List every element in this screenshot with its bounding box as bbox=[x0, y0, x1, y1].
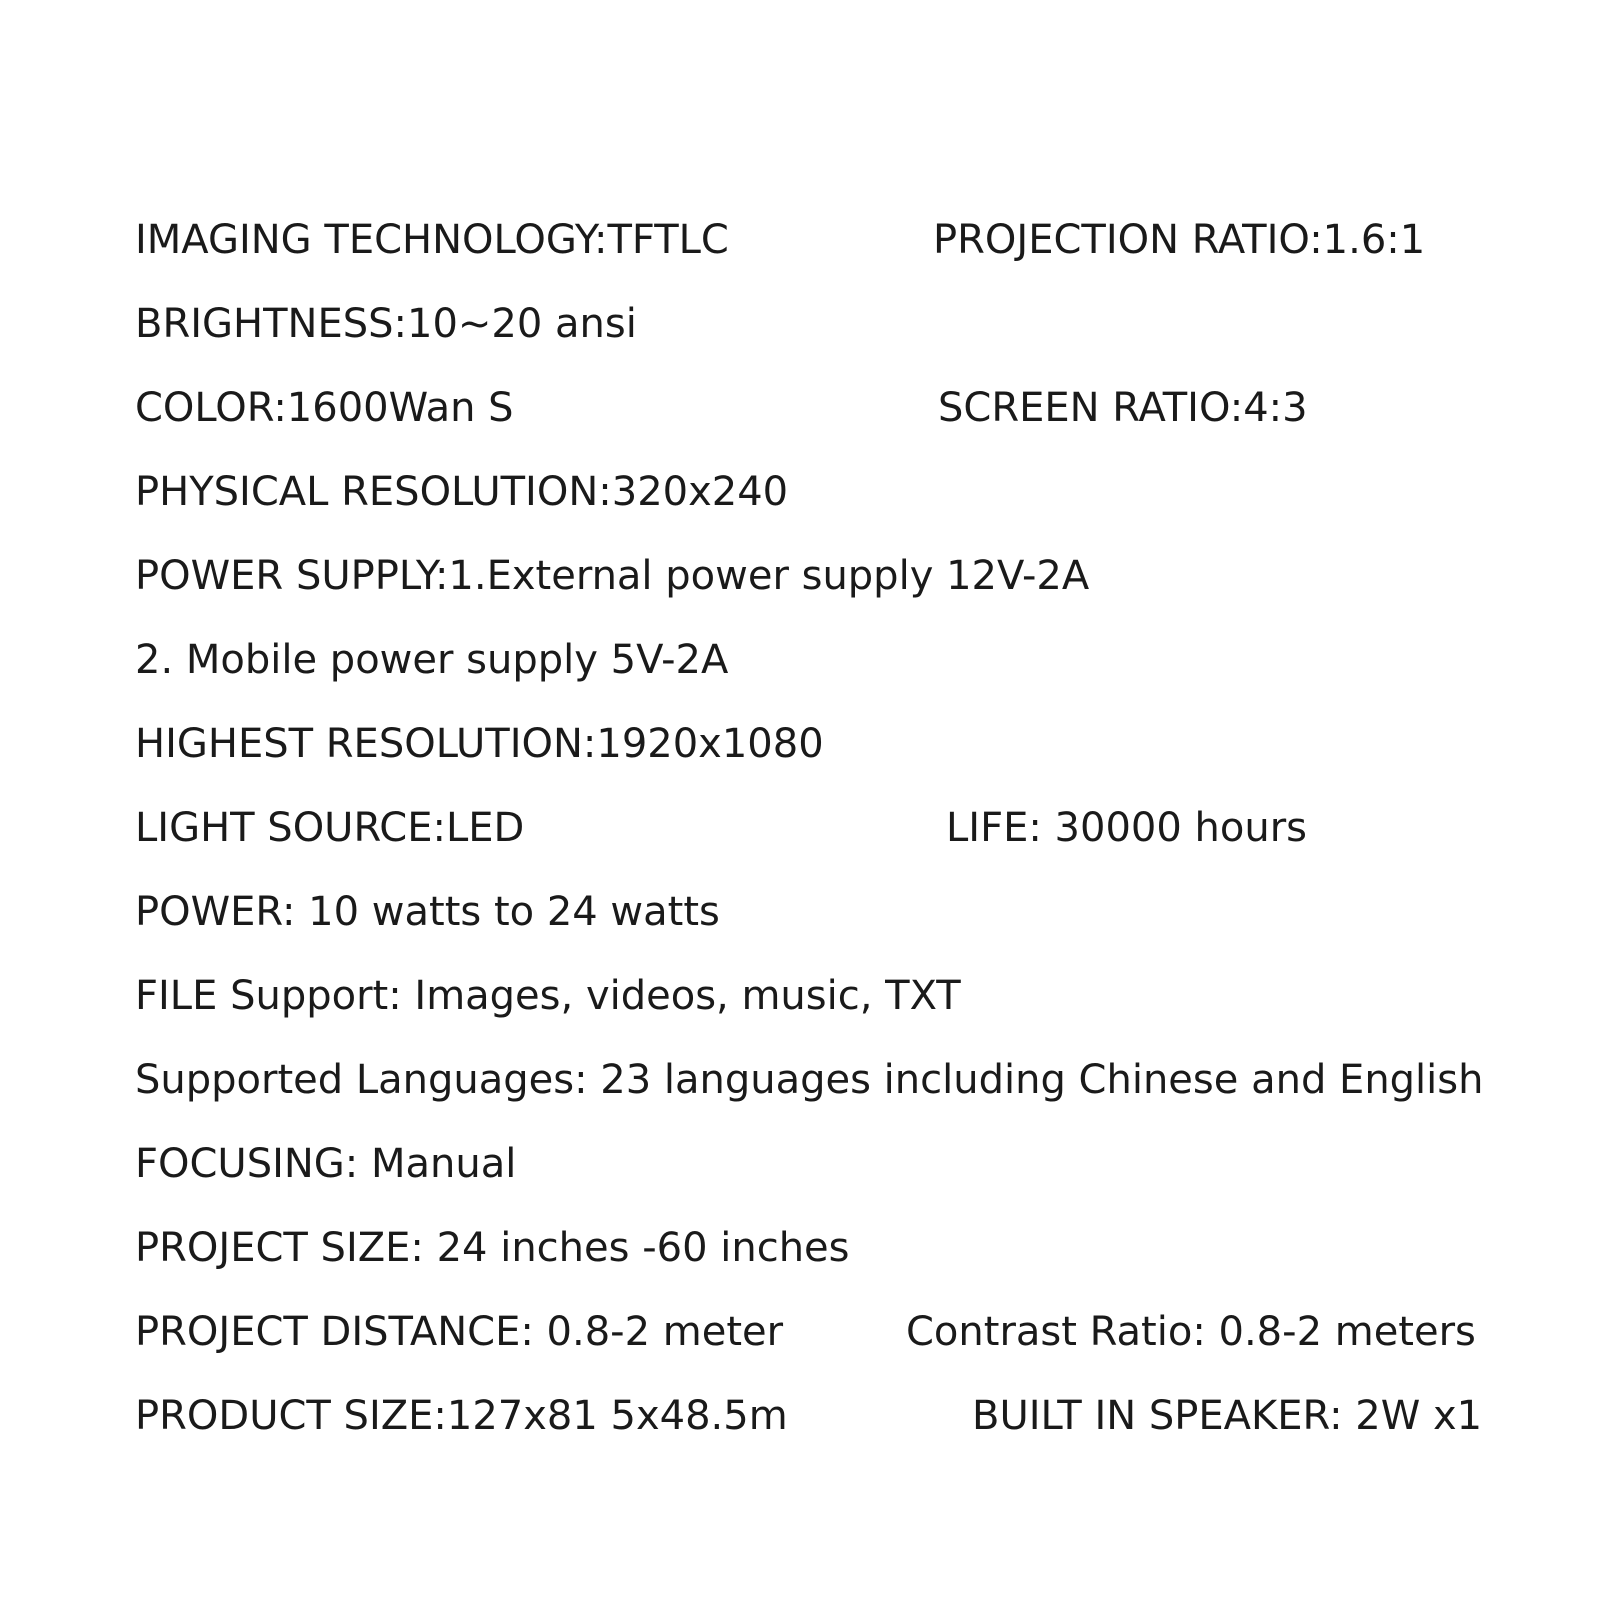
spec-life: LIFE: 30000 hours bbox=[946, 805, 1307, 851]
spec-brightness: BRIGHTNESS:10~20 ansi bbox=[135, 301, 637, 347]
spec-file-support: FILE Support: Images, videos, music, TXT bbox=[135, 973, 961, 1019]
spec-project-size: PROJECT SIZE: 24 inches -60 inches bbox=[135, 1225, 850, 1271]
spec-projection-ratio: PROJECTION RATIO:1.6:1 bbox=[933, 217, 1426, 263]
spec-color: COLOR:1600Wan S bbox=[135, 385, 514, 431]
spec-power-supply-2: 2. Mobile power supply 5V-2A bbox=[135, 637, 729, 683]
spec-contrast-ratio: Contrast Ratio: 0.8-2 meters bbox=[906, 1309, 1476, 1355]
spec-project-distance: PROJECT DISTANCE: 0.8-2 meter bbox=[135, 1309, 784, 1355]
spec-imaging-technology: IMAGING TECHNOLOGY:TFTLC bbox=[135, 217, 729, 263]
spec-supported-languages: Supported Languages: 23 languages including Chinese and English bbox=[135, 1057, 1484, 1103]
spec-focusing: FOCUSING: Manual bbox=[135, 1141, 517, 1187]
spec-screen-ratio: SCREEN RATIO:4:3 bbox=[938, 385, 1308, 431]
spec-light-source: LIGHT SOURCE:LED bbox=[135, 805, 525, 851]
spec-highest-resolution: HIGHEST RESOLUTION:1920x1080 bbox=[135, 721, 824, 767]
spec-built-in-speaker: BUILT IN SPEAKER: 2W x1 bbox=[972, 1393, 1483, 1439]
spec-power-supply-1: POWER SUPPLY:1.External power supply 12V-2A bbox=[135, 553, 1090, 599]
spec-product-size: PRODUCT SIZE:127x81 5x48.5m bbox=[135, 1393, 788, 1439]
spec-power: POWER: 10 watts to 24 watts bbox=[135, 889, 720, 935]
spec-physical-resolution: PHYSICAL RESOLUTION:320x240 bbox=[135, 469, 789, 515]
